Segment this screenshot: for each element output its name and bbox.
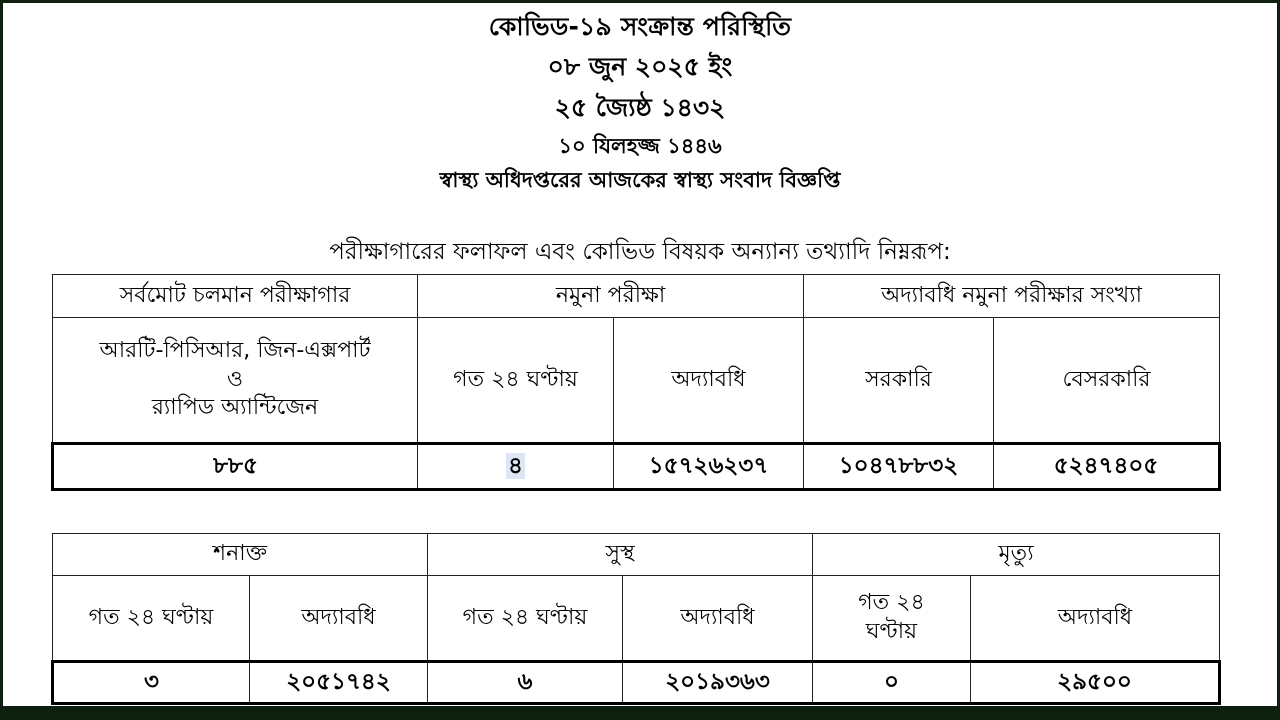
subheader-private: বেসরকারি	[994, 318, 1220, 444]
lab-types-line2: ও	[226, 366, 244, 392]
testing-group-header-row	[53, 275, 1220, 318]
value-recovered-last-24h: ৬	[428, 662, 623, 704]
value-detected-last-24h: ৩	[53, 662, 250, 704]
subheader-lab-types	[53, 318, 418, 444]
header-samples-to-date: অদ্যাবধি নমুনা পরীক্ষার সংখ্যা	[804, 275, 1220, 318]
subheader-recovered-last-24h: গত ২৪ ঘণ্টায়	[428, 576, 623, 662]
subheader-deaths-last-24h	[813, 576, 971, 662]
value-deaths-last-24h: ০	[813, 662, 971, 704]
document-page	[3, 3, 1277, 706]
value-detected-to-date: ২০৫১৭৪২	[250, 662, 428, 704]
header-recovered: সুস্থ	[428, 534, 813, 576]
value-private: ৫২৪৭৪০৫	[994, 444, 1220, 490]
value-samples-last-24h: ৪	[508, 452, 523, 479]
header-deaths: মৃত্যু	[813, 534, 1220, 576]
value-samples-last-24h-cell	[418, 444, 614, 490]
date-bangla: ২৫ জ্যৈষ্ঠ ১৪৩২	[554, 93, 726, 122]
subheader-deaths-to-date: অদ্যাবধি	[971, 576, 1220, 662]
testing-subheader-row	[53, 318, 1220, 444]
value-deaths-to-date: ২৯৫০০	[971, 662, 1220, 704]
date-gregorian: ০৮ জুন ২০২৫ ইং	[547, 52, 733, 81]
subheader-samples-to-date: অদ্যাবধি	[614, 318, 804, 444]
header-samples: নমুনা পরীক্ষা	[418, 275, 804, 318]
subheader-detected-last-24h: গত ২৪ ঘণ্টায়	[53, 576, 250, 662]
header-labs: সর্বমোট চলমান পরীক্ষাগার	[53, 275, 418, 318]
lab-types-line3: র‍্যাপিড অ্যান্টিজেন	[151, 395, 319, 421]
cases-table	[51, 533, 1221, 705]
lab-types-line1: আরটি-পিসিআর, জিন-এক্সপার্ট	[99, 338, 371, 364]
cases-group-header-row	[53, 534, 1220, 576]
subheader-samples-last-24h: গত ২৪ ঘণ্টায়	[418, 318, 614, 444]
deaths-last-24h-line1: গত ২৪	[858, 590, 925, 616]
date-hijri: ১০ যিলহজ্জ ১৪৪৬	[558, 134, 722, 158]
press-release-title: স্বাস্থ্য অধিদপ্তরের আজকের স্বাস্থ্য সংবাদ বিজ্ঞপ্তি	[439, 168, 841, 192]
header-detected: শনাক্ত	[53, 534, 428, 576]
report-title: কোভিড-১৯ সংক্রান্ত পরিস্থিতি	[488, 12, 792, 41]
cases-data-row	[53, 662, 1220, 704]
cases-subheader-row	[53, 576, 1220, 662]
value-samples-to-date: ১৫৭২৬২৩৭	[614, 444, 804, 490]
testing-table	[51, 274, 1221, 491]
deaths-last-24h-line2: ঘণ্টায়	[865, 619, 918, 644]
subheader-recovered-to-date: অদ্যাবধি	[623, 576, 813, 662]
testing-data-row	[53, 444, 1220, 490]
subheader-detected-to-date: অদ্যাবধি	[250, 576, 428, 662]
value-government: ১০৪৭৮৮৩২	[804, 444, 994, 490]
section-subtitle: পরীক্ষাগারের ফলাফল এবং কোভিড বিষয়ক অন্যান্য তথ্যাদি নিম্নরূপ:	[329, 239, 951, 265]
value-recovered-to-date: ২০১৯৩৬৩	[623, 662, 813, 704]
subheader-government: সরকারি	[804, 318, 994, 444]
value-labs: ৮৮৫	[53, 444, 418, 490]
